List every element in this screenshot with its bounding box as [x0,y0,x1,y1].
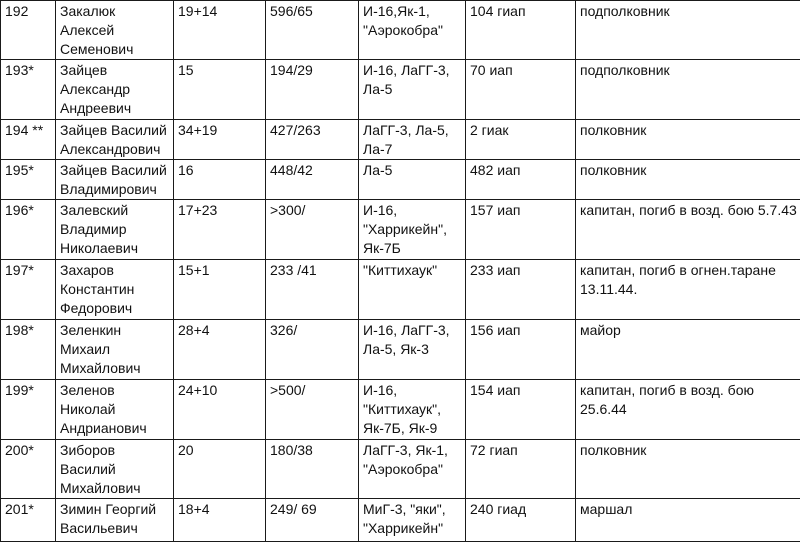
sorties-cell: 233 /41 [266,260,359,320]
aircraft-cell-line: Як-7Б [363,239,462,258]
sorties-cell: >300/ [266,200,359,260]
victories-cell: 28+4 [174,320,266,380]
rank-note-cell [576,160,800,200]
aircraft-cell-line: И-16, ЛаГГ-3, [363,321,462,340]
aircraft-cell-line: Ла-7 [363,140,462,159]
rank-note-cell-line: капитан, погиб в возд. бою 5.7.43 [580,201,797,220]
rank-note-cell [576,200,800,260]
victories-cell: 19+14 [174,1,266,60]
aircraft-cell-line: И-16, [363,381,462,400]
sorties-cell: 249/ 69 [266,499,359,542]
pilot-name-cell-line: Константин [60,280,170,299]
table-row [1,1,800,60]
aircraft-cell-line: "Харрикейн", [363,220,462,239]
rank-note-cell [576,120,800,160]
pilot-name-cell [56,260,174,320]
row-number-cell: 194 ** [1,120,56,160]
rank-note-cell [576,499,800,542]
pilot-name-cell-line: Зиборов Василий [60,441,170,479]
rank-note-cell-line: подполковник [580,61,797,80]
sorties-cell: 448/42 [266,160,359,200]
aircraft-cell-line: Як-7Б, Як-9 [363,419,462,438]
unit-cell: 482 иап [466,160,576,200]
rank-note-cell [576,440,800,499]
rank-note-cell-line: полковник [580,121,797,140]
pilot-name-cell-line: Закалюк [60,2,170,21]
aircraft-cell-line: ЛаГГ-3, Ла-5, [363,121,462,140]
row-number-cell: 199* [1,380,56,440]
aircraft-cell [359,160,466,200]
aircraft-cell-line: Ла-5, Як-3 [363,340,462,359]
pilot-name-cell-line: Зеленов [60,381,170,400]
rank-note-cell [576,380,800,440]
unit-cell: 104 гиап [466,1,576,60]
table-row [1,60,800,120]
unit-cell: 157 иап [466,200,576,260]
rank-note-cell-line: капитан, погиб в огнен.таране [580,261,797,280]
pilot-name-cell [56,380,174,440]
row-number-cell: 192 [1,1,56,60]
rank-note-cell-line: маршал [580,500,797,519]
row-number-cell: 197* [1,260,56,320]
row-number-cell: 196* [1,200,56,260]
unit-cell: 240 гиад [466,499,576,542]
victories-cell: 34+19 [174,120,266,160]
aircraft-cell-line: "Аэрокобра" [363,460,462,479]
row-number-cell: 195* [1,160,56,200]
rank-note-cell [576,320,800,380]
sorties-cell: 596/65 [266,1,359,60]
aircraft-cell [359,320,466,380]
unit-cell: 156 иап [466,320,576,380]
table-row [1,160,800,200]
aircraft-cell [359,60,466,120]
row-number-cell: 198* [1,320,56,380]
sorties-cell: 194/29 [266,60,359,120]
pilot-name-cell [56,60,174,120]
aircraft-cell [359,260,466,320]
pilot-name-cell-line: Залевский [60,201,170,220]
victories-cell: 15+1 [174,260,266,320]
victories-cell: 15 [174,60,266,120]
row-number-cell: 200* [1,440,56,499]
sorties-cell: 180/38 [266,440,359,499]
pilot-name-cell-line: Зайцев Василий [60,121,170,140]
table-row [1,440,800,499]
rank-note-cell [576,60,800,120]
rank-note-cell-line: капитан, погиб в возд. бою 25.6.44 [580,381,797,419]
pilot-name-cell-line: Андреевич [60,99,170,118]
sorties-cell: 427/263 [266,120,359,160]
pilot-name-cell-line: Зайцев [60,61,170,80]
rank-note-cell-line: подполковник [580,2,797,21]
pilot-name-cell-line: Зимин Георгий [60,500,170,519]
pilot-name-cell [56,1,174,60]
pilot-name-cell-line: Васильевич [60,519,170,538]
aircraft-cell [359,120,466,160]
pilot-name-cell-line: Алексей [60,21,170,40]
pilot-name-cell-line: Михайлович [60,479,170,498]
pilot-name-cell-line: Андрианович [60,419,170,438]
aircraft-cell-line: "Аэрокобра" [363,21,462,40]
victories-cell: 17+23 [174,200,266,260]
row-number-cell: 193* [1,60,56,120]
victories-cell: 18+4 [174,499,266,542]
aircraft-cell [359,1,466,60]
victories-cell: 16 [174,160,266,200]
pilot-name-cell [56,440,174,499]
table-row [1,200,800,260]
pilot-name-cell-line: Николаевич [60,239,170,258]
table-row [1,120,800,160]
aircraft-cell [359,380,466,440]
rank-note-cell-line: майор [580,321,797,340]
unit-cell: 72 гиап [466,440,576,499]
pilot-name-cell [56,320,174,380]
pilot-name-cell-line: Владимир [60,220,170,239]
aircraft-cell-line: "Киттихаук", [363,400,462,419]
rank-note-cell-line: полковник [580,161,797,180]
unit-cell: 233 иап [466,260,576,320]
pilot-name-cell-line: Зайцев Василий [60,161,170,180]
table-row [1,320,800,380]
row-number-cell: 201* [1,499,56,542]
victories-cell: 24+10 [174,380,266,440]
aircraft-cell [359,440,466,499]
table-body [1,1,800,542]
table-row [1,380,800,440]
aircraft-cell [359,200,466,260]
sorties-cell: >500/ [266,380,359,440]
pilot-name-cell-line: Захаров [60,261,170,280]
rank-note-cell [576,260,800,320]
rank-note-cell [576,1,800,60]
pilot-name-cell [56,499,174,542]
victories-cell: 20 [174,440,266,499]
pilot-name-cell-line: Александр [60,80,170,99]
unit-cell: 154 иап [466,380,576,440]
aircraft-cell-line: МиГ-3, "яки", [363,500,462,519]
pilot-name-cell-line: Владимирович [60,180,170,199]
aircraft-cell-line: И-16,Як-1, [363,2,462,21]
aircraft-cell-line: Ла-5 [363,80,462,99]
pilot-name-cell-line: Федорович [60,299,170,318]
aircraft-cell [359,499,466,542]
sorties-cell: 326/ [266,320,359,380]
aircraft-cell-line: И-16, ЛаГГ-3, [363,61,462,80]
table-row [1,260,800,320]
rank-note-cell-line: полковник [580,441,797,460]
table-row [1,499,800,542]
unit-cell: 70 иап [466,60,576,120]
aircraft-cell-line: И-16, [363,201,462,220]
pilot-name-cell-line: Николай [60,400,170,419]
pilot-name-cell [56,160,174,200]
pilot-name-cell-line: Михайлович [60,359,170,378]
aircraft-cell-line: Ла-5 [363,161,462,180]
pilot-name-cell-line: Семенович [60,40,170,59]
pilot-name-cell [56,120,174,160]
pilot-name-cell-line: Михаил [60,340,170,359]
aircraft-cell-line: ЛаГГ-3, Як-1, [363,441,462,460]
unit-cell: 2 гиак [466,120,576,160]
rank-note-cell-line: 13.11.44. [580,280,797,299]
pilot-name-cell-line: Зеленкин [60,321,170,340]
pilot-name-cell-line: Александрович [60,140,170,159]
aircraft-cell-line: "Киттихаук" [363,261,462,280]
aircraft-cell-line: "Харрикейн" [363,519,462,538]
pilot-name-cell [56,200,174,260]
